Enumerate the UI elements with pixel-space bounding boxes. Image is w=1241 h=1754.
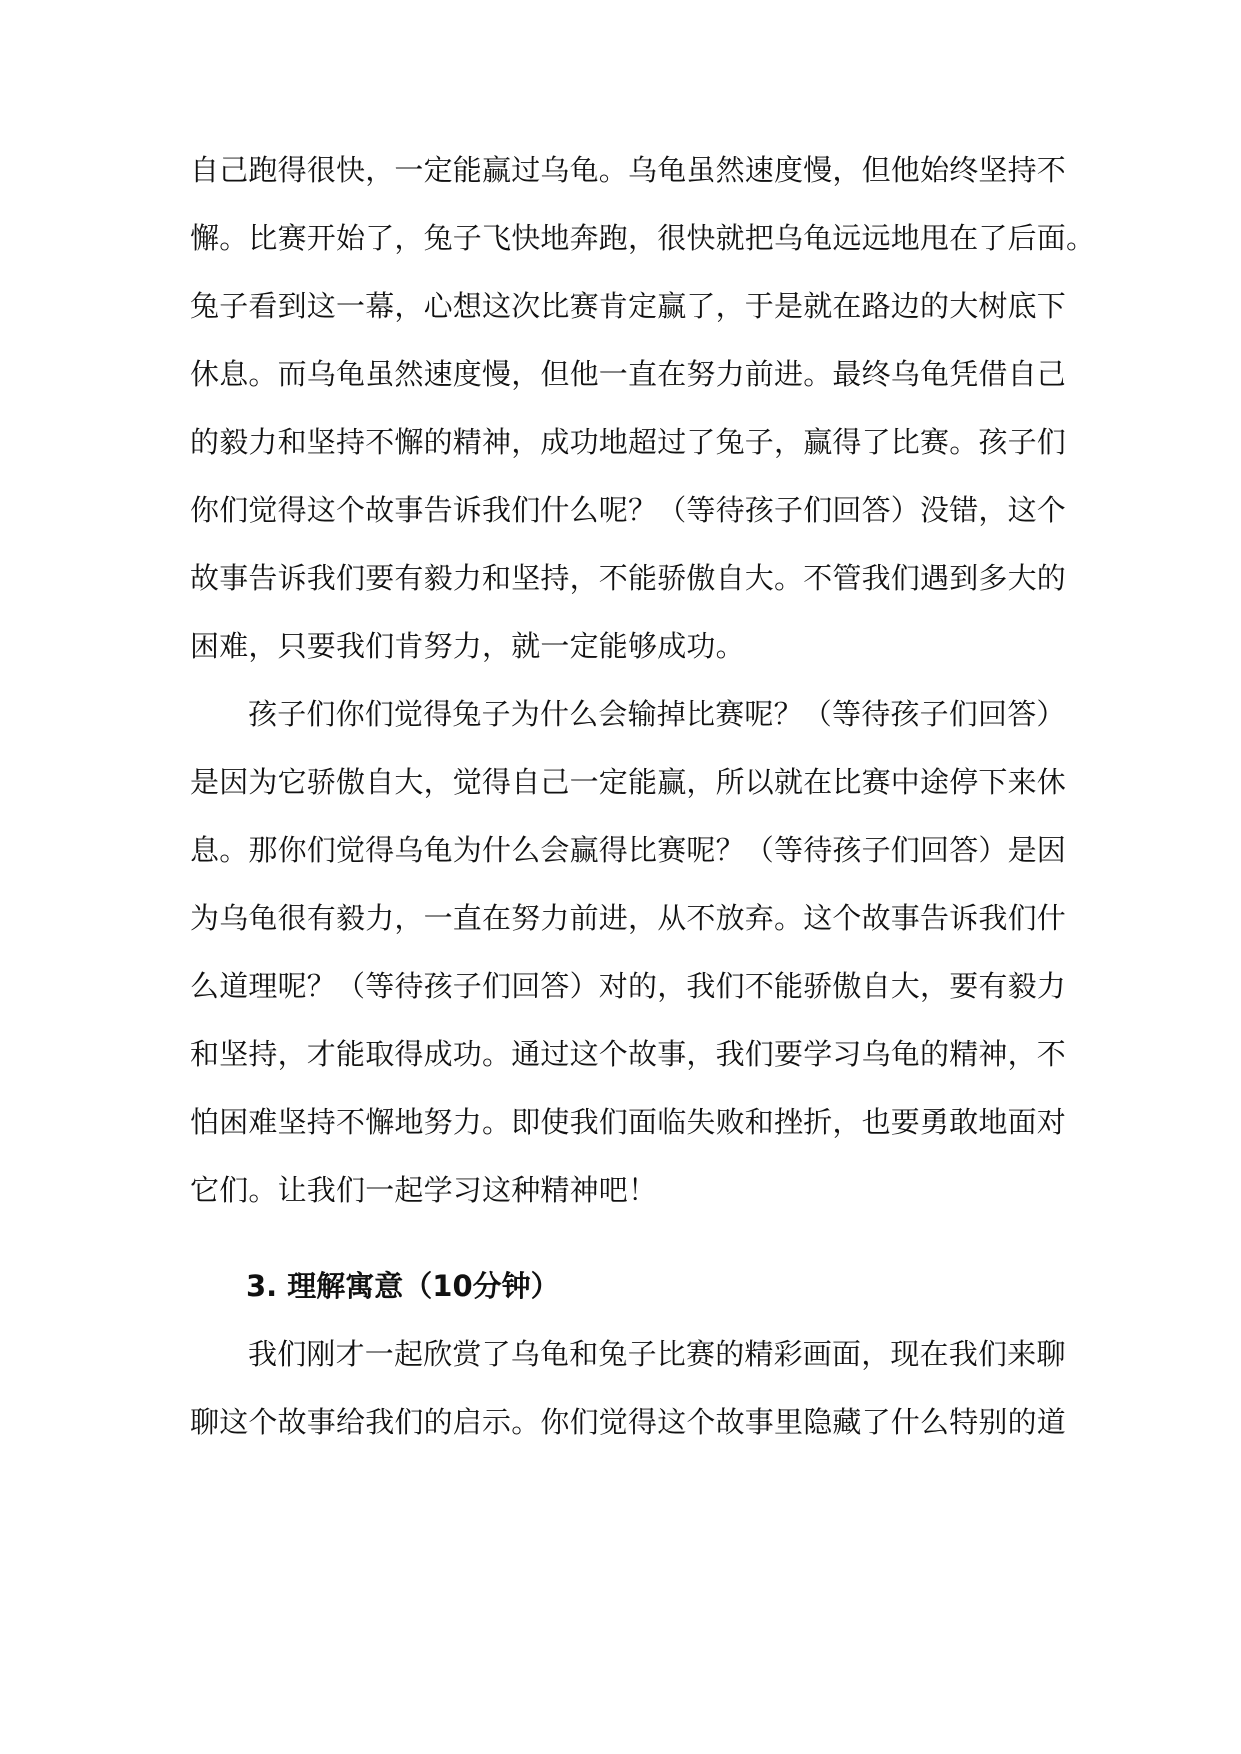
paragraph-2-line-8: 它们。让我们一起学习这种精神吧！ [190,1173,658,1207]
paragraph-1-line-6: 你们觉得这个故事告诉我们什么呢？（等待孩子们回答）没错，这个 [190,493,1067,527]
paragraph-3-line-2: 聊这个故事给我们的启示。你们觉得这个故事里隐藏了什么特别的道 [190,1405,1067,1439]
paragraph-1-line-4: 休息。而乌龟虽然速度慢，但他一直在努力前进。最终乌龟凭借自己 [190,357,1067,391]
paragraph-2-line-4: 为乌龟很有毅力，一直在努力前进，从不放弃。这个故事告诉我们什 [190,901,1067,935]
paragraph-1-line-8: 困难，只要我们肯努力，就一定能够成功。 [190,629,745,663]
paragraph-2-line-6: 和坚持，才能取得成功。通过这个故事，我们要学习乌龟的精神，不 [190,1037,1067,1071]
paragraph-1-line-3: 兔子看到这一幕，心想这次比赛肯定赢了，于是就在路边的大树底下 [190,289,1067,323]
paragraph-1-line-5: 的毅力和坚持不懈的精神，成功地超过了兔子，赢得了比赛。孩子们 [190,425,1067,459]
paragraph-2-line-7: 怕困难坚持不懈地努力。即使我们面临失败和挫折，也要勇敢地面对 [190,1105,1067,1139]
paragraph-2-line-2: 是因为它骄傲自大，觉得自己一定能赢，所以就在比赛中途停下来休 [190,765,1067,799]
paragraph-2-line-5: 么道理呢？（等待孩子们回答）对的，我们不能骄傲自大，要有毅力 [190,969,1067,1003]
paragraph-1-line-1: 自己跑得很快，一定能赢过乌龟。乌龟虽然速度慢，但他始终坚持不 [190,153,1067,187]
paragraph-1-line-2: 懈。比赛开始了，兔子飞快地奔跑，很快就把乌龟远远地甩在了后面。 [190,221,1096,255]
paragraph-3-line-1: 我们刚才一起欣赏了乌龟和兔子比赛的精彩画面，现在我们来聊 [248,1337,1066,1371]
paragraph-2-line-1: 孩子们你们觉得兔子为什么会输掉比赛呢？（等待孩子们回答） [248,697,1066,731]
paragraph-2-line-3: 息。那你们觉得乌龟为什么会赢得比赛呢？（等待孩子们回答）是因 [190,833,1067,867]
paragraph-1-line-7: 故事告诉我们要有毅力和坚持，不能骄傲自大。不管我们遇到多大的 [190,561,1067,595]
section-heading: 3. 理解寓意（10分钟） [246,1269,560,1303]
